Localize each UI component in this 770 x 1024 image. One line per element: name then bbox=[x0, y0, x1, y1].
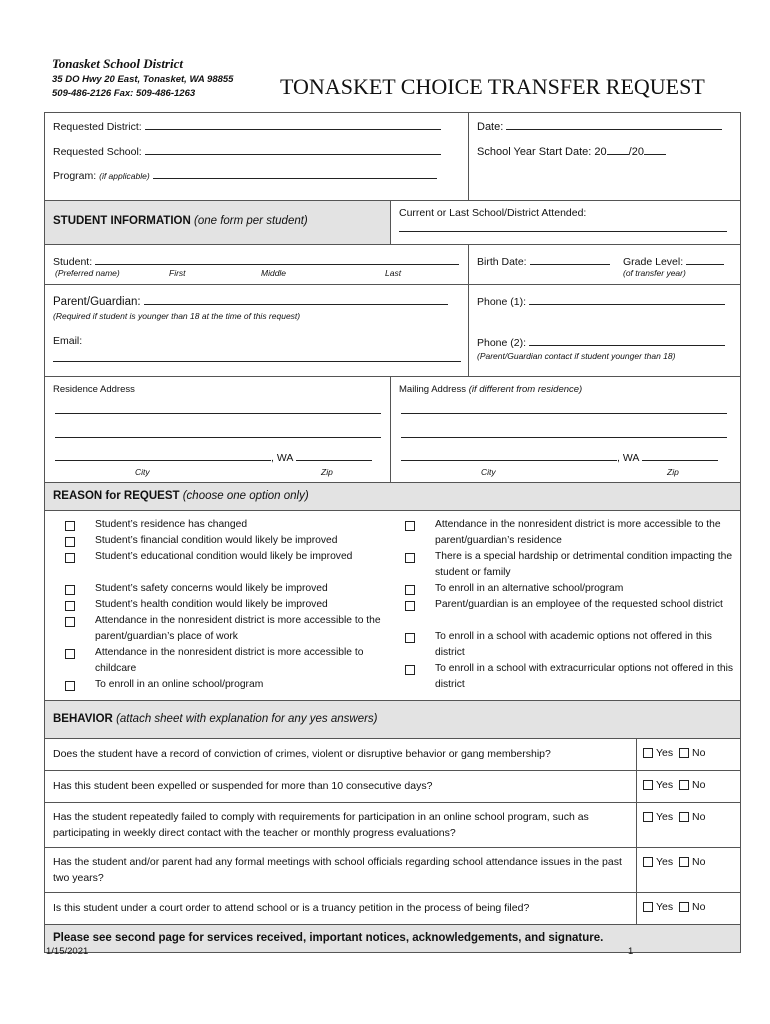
reason-option[interactable] bbox=[65, 597, 381, 613]
form-date: 1/15/2021 bbox=[46, 946, 89, 957]
school-year-row[interactable] bbox=[477, 144, 666, 158]
reason-checkbox[interactable] bbox=[405, 633, 415, 643]
reason-heading-cell bbox=[45, 483, 741, 511]
no-checkbox[interactable] bbox=[679, 902, 689, 912]
residence-line2-field[interactable] bbox=[55, 427, 381, 438]
reason-checkbox[interactable] bbox=[405, 601, 415, 611]
mailing-address-label: Mailing Address (if different from residence) bbox=[399, 384, 583, 395]
residence-line1-field[interactable] bbox=[55, 403, 381, 414]
transfer-form bbox=[44, 112, 741, 953]
phone1-field[interactable] bbox=[529, 294, 725, 305]
student-info-heading: STUDENT INFORMATION (one form per student) bbox=[53, 215, 308, 227]
preferred-name-caption: (Preferred name) bbox=[55, 268, 120, 278]
reason-checkbox[interactable] bbox=[405, 585, 415, 595]
yes-no-options[interactable]: Yes No bbox=[637, 893, 741, 925]
reason-option[interactable] bbox=[65, 645, 381, 677]
yes-checkbox[interactable] bbox=[643, 857, 653, 867]
current-school-field[interactable] bbox=[399, 221, 727, 232]
yes-checkbox[interactable] bbox=[643, 902, 653, 912]
student-label: Student: bbox=[53, 256, 93, 268]
parent-cell[interactable] bbox=[45, 285, 469, 325]
no-checkbox[interactable] bbox=[679, 780, 689, 790]
phone2-field[interactable] bbox=[529, 335, 725, 346]
reason-option-label: Attendance in the nonresident district is more accessible to the parent/guardian’s place of work bbox=[95, 615, 381, 642]
mailing-city-field[interactable] bbox=[401, 450, 617, 461]
behavior-question: Has the student repeatedly failed to comply with requirements for participation in an online school program, such as participating in weekly direct contact with the teacher or monthly progress evaluations? bbox=[45, 803, 637, 848]
district-name: Tonasket School District bbox=[52, 56, 183, 71]
first-name-caption: First bbox=[169, 268, 186, 278]
school-year-end-field[interactable] bbox=[644, 144, 666, 155]
phone2-cell[interactable] bbox=[469, 325, 741, 377]
mailing-zip-field[interactable] bbox=[642, 450, 718, 461]
student-name-field[interactable] bbox=[95, 254, 459, 265]
reason-option[interactable] bbox=[65, 533, 381, 549]
behavior-question: Has the student and/or parent had any formal meetings with school officials regarding school attendance issues in the past two years? bbox=[45, 848, 637, 893]
parent-caption: (Required if student is younger than 18 at the time of this request) bbox=[53, 311, 301, 321]
grade-level-field[interactable] bbox=[686, 254, 724, 265]
current-school-label: Current or Last School/District Attended: bbox=[399, 207, 587, 219]
reason-option[interactable] bbox=[405, 549, 735, 581]
form-title: TONASKET CHOICE TRANSFER REQUEST bbox=[280, 74, 705, 99]
phone1-cell[interactable] bbox=[469, 285, 741, 325]
reason-option-label: Student’s educational condition would likely be improved bbox=[95, 551, 353, 562]
mailing-line1-field[interactable] bbox=[401, 403, 727, 414]
reason-heading: REASON for REQUEST (choose one option only) bbox=[53, 490, 309, 502]
behavior-heading: BEHAVIOR (attach sheet with explanation for any yes answers) bbox=[53, 713, 378, 725]
behavior-question: Is this student under a court order to attend school or is a truancy petition in the process of being filed? bbox=[45, 893, 637, 925]
requested-school-label: Requested School: bbox=[53, 146, 142, 158]
grade-level-label: Grade Level: bbox=[623, 256, 684, 268]
reason-checkbox[interactable] bbox=[65, 537, 75, 547]
program-label: Program: bbox=[53, 170, 97, 182]
school-year-label: School Year Start Date: 20 bbox=[477, 146, 607, 158]
reason-option-label: Parent/guardian is an employee of the requested school district bbox=[435, 599, 723, 610]
phone2-row[interactable] bbox=[477, 335, 725, 349]
reason-option[interactable] bbox=[65, 613, 381, 645]
reason-checkbox[interactable] bbox=[65, 601, 75, 611]
residence-zip-caption: Zip bbox=[321, 467, 333, 477]
residence-city-caption: City bbox=[135, 467, 150, 477]
birth-date-row[interactable] bbox=[477, 254, 610, 268]
reason-checkbox[interactable] bbox=[65, 649, 75, 659]
requested-district-field[interactable] bbox=[145, 119, 441, 130]
mailing-state: , WA bbox=[617, 452, 639, 464]
phone2-caption: (Parent/Guardian contact if student younger than 18) bbox=[477, 350, 676, 361]
requested-district-label: Requested District: bbox=[53, 121, 142, 133]
reason-option-label: There is a special hardship or detrimental condition impacting the student or family bbox=[435, 551, 733, 578]
email-field[interactable] bbox=[53, 351, 461, 362]
no-checkbox[interactable] bbox=[679, 748, 689, 758]
page-number: 1 bbox=[628, 946, 634, 957]
behavior-heading-cell bbox=[45, 701, 741, 739]
reason-option[interactable] bbox=[65, 677, 381, 693]
date-field[interactable] bbox=[506, 119, 722, 130]
yes-no-options[interactable]: Yes No bbox=[637, 739, 741, 771]
date-row[interactable] bbox=[477, 119, 722, 133]
reason-option[interactable] bbox=[405, 581, 735, 597]
reason-option-label: Student’s financial condition would likely be improved bbox=[95, 535, 338, 546]
address-line: 35 DO Hwy 20 East, Tonasket, WA 98855 bbox=[52, 74, 234, 85]
requested-school-row[interactable] bbox=[53, 144, 441, 158]
mailing-zip-caption: Zip bbox=[667, 467, 679, 477]
reason-option-label: To enroll in an alternative school/program bbox=[435, 583, 624, 594]
birth-date-label: Birth Date: bbox=[477, 256, 527, 268]
date-label: Date: bbox=[477, 121, 504, 133]
residence-state: , WA bbox=[271, 452, 293, 464]
second-page-note: Please see second page for services received, important notices, acknowledgements, and signature. bbox=[45, 925, 741, 953]
reason-option[interactable] bbox=[405, 517, 735, 549]
mailing-city-caption: City bbox=[481, 467, 496, 477]
program-field[interactable] bbox=[153, 168, 437, 179]
reason-checkbox[interactable] bbox=[405, 665, 415, 675]
reason-option-label: Student’s safety concerns would likely be improved bbox=[95, 583, 328, 594]
mailing-city-row[interactable] bbox=[401, 450, 718, 464]
date-section bbox=[469, 113, 741, 201]
yes-no-options[interactable]: Yes No bbox=[637, 771, 741, 803]
yes-no-options[interactable]: Yes No bbox=[637, 848, 741, 893]
yes-checkbox[interactable] bbox=[643, 812, 653, 822]
student-row[interactable] bbox=[53, 254, 459, 268]
reason-option-label: To enroll in an online school/program bbox=[95, 679, 264, 690]
requested-district-row[interactable] bbox=[53, 119, 441, 133]
request-section bbox=[45, 113, 469, 201]
reason-checkbox[interactable] bbox=[65, 617, 75, 627]
phone1-label: Phone (1): bbox=[477, 296, 527, 308]
reason-checkbox[interactable] bbox=[65, 553, 75, 563]
grade-level-caption: (of transfer year) bbox=[623, 268, 686, 278]
reason-option-label: Attendance in the nonresident district is more accessible to the parent/guardian’s residence bbox=[435, 519, 721, 546]
email-label: Email: bbox=[53, 334, 83, 347]
no-checkbox[interactable] bbox=[679, 857, 689, 867]
phone1-row[interactable] bbox=[477, 294, 725, 308]
reason-checkbox[interactable] bbox=[65, 521, 75, 531]
reason-option[interactable] bbox=[65, 517, 381, 533]
school-year-sep: /20 bbox=[628, 146, 644, 158]
email-cell[interactable] bbox=[45, 325, 469, 377]
parent-label: Parent/Guardian: bbox=[53, 296, 141, 308]
parent-field[interactable] bbox=[144, 294, 448, 305]
mailing-address-cell[interactable] bbox=[391, 377, 741, 483]
reason-checkbox[interactable] bbox=[65, 585, 75, 595]
phone2-label: Phone (2): bbox=[477, 336, 527, 349]
program-note: (if applicable) bbox=[99, 171, 150, 181]
district-address bbox=[52, 73, 233, 101]
birth-grade-cell bbox=[469, 245, 741, 285]
phone-fax-line: 509-486-2126 Fax: 509-486-1263 bbox=[52, 88, 196, 99]
residence-zip-field[interactable] bbox=[296, 450, 372, 461]
program-row[interactable] bbox=[53, 168, 437, 182]
yes-checkbox[interactable] bbox=[643, 748, 653, 758]
reason-checkbox[interactable] bbox=[65, 681, 75, 691]
reason-option[interactable] bbox=[405, 661, 735, 693]
reason-option-label: Attendance in the nonresident district is more accessible to childcare bbox=[95, 647, 364, 674]
reason-option-label: Student’s health condition would likely be improved bbox=[95, 599, 328, 610]
last-name-caption: Last bbox=[385, 268, 402, 278]
reason-checkbox[interactable] bbox=[405, 553, 415, 563]
residence-city-row[interactable] bbox=[55, 450, 372, 464]
residence-address-label: Residence Address bbox=[53, 384, 135, 395]
residence-address-cell[interactable] bbox=[45, 377, 391, 483]
behavior-question: Does the student have a record of conviction of crimes, violent or disruptive behavior or gang membership? bbox=[45, 739, 637, 771]
yes-no-options[interactable]: Yes No bbox=[637, 803, 741, 848]
behavior-question: Has this student been expelled or suspended for more than 10 consecutive days? bbox=[45, 771, 637, 803]
yes-checkbox[interactable] bbox=[643, 780, 653, 790]
parent-row[interactable] bbox=[53, 294, 448, 308]
reason-option[interactable] bbox=[65, 581, 381, 597]
reason-option-label: To enroll in a school with academic options not offered in this district bbox=[435, 631, 712, 658]
mailing-line2-field[interactable] bbox=[401, 427, 727, 438]
residence-city-field[interactable] bbox=[55, 450, 271, 461]
school-year-start-field[interactable] bbox=[607, 144, 629, 155]
current-school-cell[interactable] bbox=[391, 201, 741, 245]
reason-option[interactable] bbox=[405, 629, 735, 661]
reason-option-label: Student’s residence has changed bbox=[95, 519, 248, 530]
reason-option-label: To enroll in a school with extracurricular options not offered in this district bbox=[435, 663, 734, 690]
grade-level-row[interactable] bbox=[623, 254, 724, 268]
reason-option[interactable] bbox=[405, 597, 735, 613]
requested-school-field[interactable] bbox=[145, 144, 441, 155]
reason-options-cell bbox=[45, 511, 741, 701]
student-info-heading-cell bbox=[45, 201, 391, 245]
reason-option[interactable] bbox=[65, 549, 381, 565]
student-name-cell[interactable] bbox=[45, 245, 469, 285]
no-checkbox[interactable] bbox=[679, 812, 689, 822]
middle-name-caption: Middle bbox=[261, 268, 287, 278]
reason-checkbox[interactable] bbox=[405, 521, 415, 531]
birth-date-field[interactable] bbox=[530, 254, 610, 265]
